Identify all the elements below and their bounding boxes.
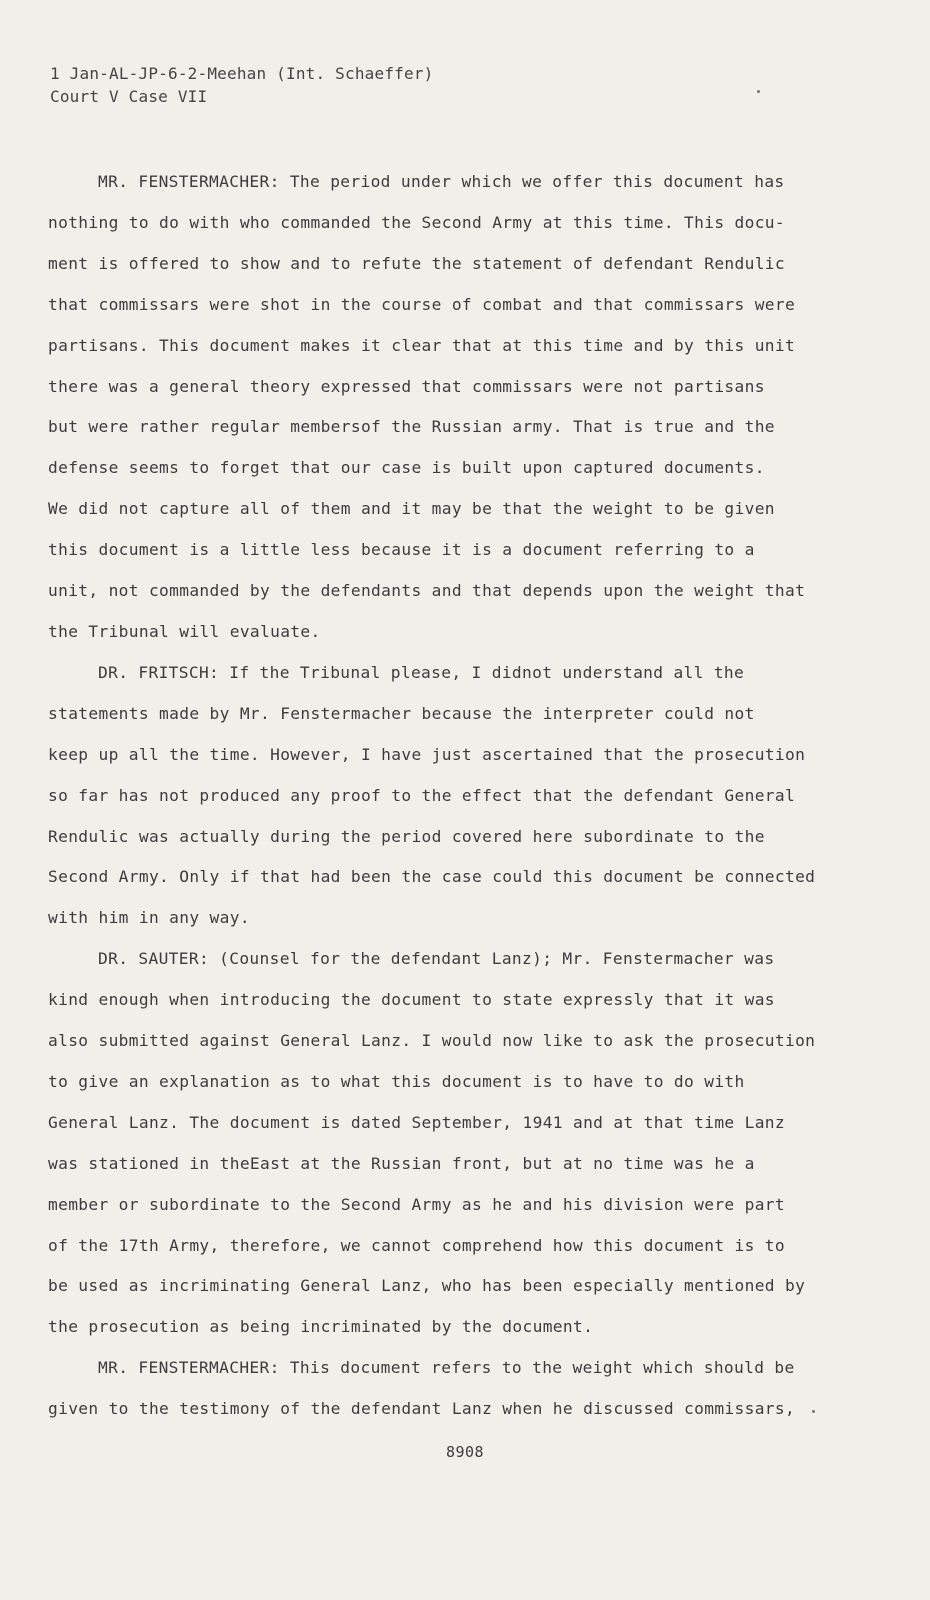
text-line: to give an explanation as to what this document is to have to do with [48,1071,745,1091]
text-line: MR. FENSTERMACHER: This document refers to the weight which should be [98,1358,795,1378]
text-line: MR. FENSTERMACHER: The period under which we offer this document has [98,172,785,191]
text-line: defense seems to forget that our case is built upon captured documents. [48,458,765,478]
paper-speck [757,90,760,93]
text-line: of the 17th Army, therefore, we cannot comprehend how this document is to [48,1235,785,1255]
text-line: ment is offered to show and to refute the statement of defendant Rendulic [48,253,785,273]
text-line: but were rather regular membersof the Russian army. That is true and the [48,417,775,437]
text-line: unit, not commanded by the defendants and that depends upon the weight that [48,581,806,601]
paragraph-fenstermacher-2 [48,1348,838,1430]
text-line: this document is a little less because it is a document referring to a [48,540,755,560]
paragraph-fenstermacher-1 [48,162,838,653]
text-line: partisans. This document makes it clear that at this time and by this unit [48,335,796,355]
document-header [50,62,433,108]
text-line: Second Army. Only if that had been the case could this document be connected [48,867,816,887]
text-line: also submitted against General Lanz. I would now like to ask the prosecution [48,1031,816,1051]
paragraph-fritsch [48,653,838,939]
text-line: DR. FRITSCH: If the Tribunal please, I didnot understand all the [98,662,745,682]
text-line: there was a general theory expressed that commissars were not partisans [48,376,765,396]
header-court-line: Court V Case VII [50,87,208,106]
text-line: the Tribunal will evaluate. [48,621,321,641]
text-line: that commissars were shot in the course of combat and that commissars were [48,294,796,314]
text-line: kind enough when introducing the document to state expressly that it was [48,990,775,1010]
paper-speck [812,1410,815,1413]
text-line: be used as incriminating General Lanz, who has been especially mentioned by [48,1276,806,1296]
text-line: was stationed in theEast at the Russian front, but at no time was he a [48,1153,755,1173]
paragraph-sauter [48,939,838,1348]
text-line: given to the testimony of the defendant Lanz when he discussed commissars, [48,1399,796,1419]
transcript-body [48,162,838,1430]
text-line: so far has not produced any proof to the effect that the defendant General [48,785,796,805]
page-number: 8908 [445,1443,485,1461]
text-line: with him in any way. [48,908,250,928]
header-reference-line: 1 Jan-AL-JP-6-2-Meehan (Int. Schaeffer) [50,64,434,83]
text-line: statements made by Mr. Fenstermacher because the interpreter could not [48,703,755,723]
text-line: Rendulic was actually during the period covered here subordinate to the [48,826,765,846]
text-line: General Lanz. The document is dated September, 1941 and at that time Lanz [48,1112,785,1132]
text-line: keep up all the time. However, I have just ascertained that the prosecution [48,744,806,764]
text-line: DR. SAUTER: (Counsel for the defendant Lanz); Mr. Fenstermacher was [98,949,775,969]
text-line: We did not capture all of them and it may be that the weight to be given [48,499,775,519]
text-line: the prosecution as being incriminated by the document. [48,1317,594,1337]
text-line: nothing to do with who commanded the Second Army at this time. This docu- [48,212,785,232]
text-line: member or subordinate to the Second Army as he and his division were part [48,1194,785,1214]
